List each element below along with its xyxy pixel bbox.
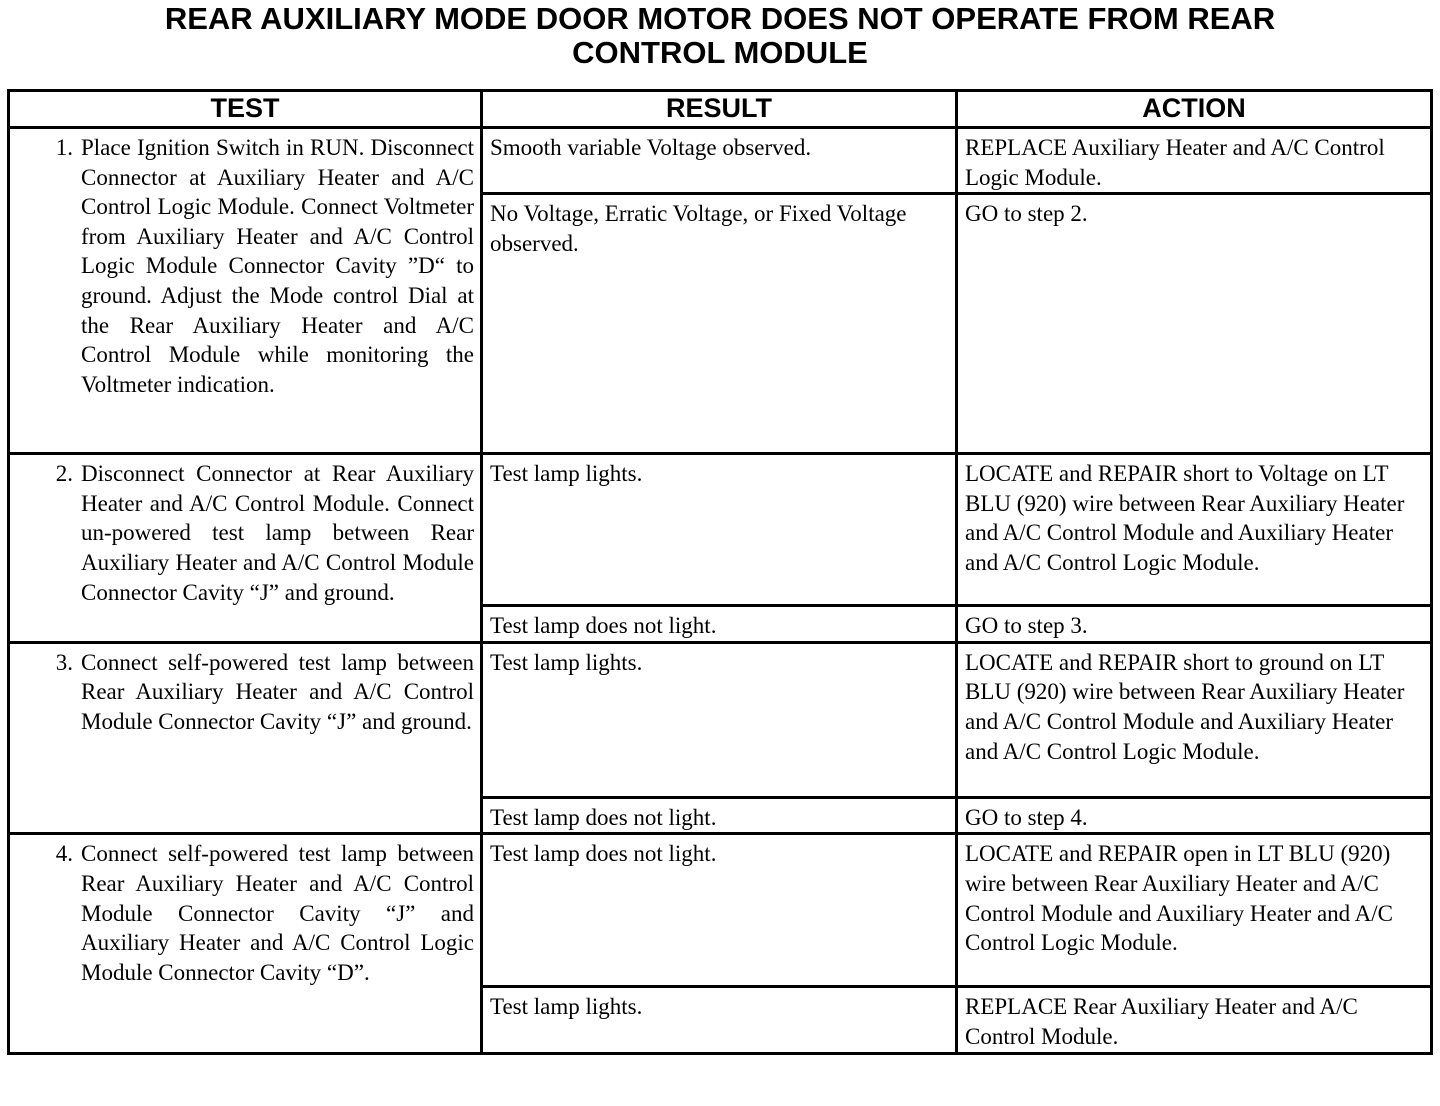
table-row — [9, 642, 1432, 797]
result-cell: No Voltage, Erratic Voltage, or Fixed Voltage observed. — [482, 194, 957, 454]
action-column-header: ACTION — [957, 91, 1432, 128]
step-number: 2. — [55, 461, 73, 487]
result-cell: Test lamp does not light. — [482, 797, 957, 834]
action-cell: LOCATE and REPAIR open in LT BLU (920) wire between Rear Auxiliary Heater and A/C Control Module and Auxiliary Heater and A/C Control Logic Module. — [957, 834, 1432, 987]
test-cell-step-3 — [9, 642, 482, 834]
test-cell-step-4 — [9, 834, 482, 1053]
result-cell: Test lamp lights. — [482, 987, 957, 1053]
diagnostic-table — [7, 89, 1433, 1055]
result-column-header: RESULT — [482, 91, 957, 128]
action-cell: GO to step 4. — [957, 797, 1432, 834]
step-number: 1. — [55, 135, 73, 160]
table-row — [9, 454, 1432, 606]
action-cell: GO to step 2. — [957, 194, 1432, 454]
step-number: 3. — [55, 649, 73, 675]
test-procedure-text: Place Ignition Switch in RUN. Disconnect Connector at Auxiliary Heater and A/C Control Logic Module. Connect Voltmeter from Auxiliary Heater and A/C Control Logic Module Connector Cavity ”D“ to ground. Adjust the Mode control Dial at the Rear Auxiliary Heater and A/C Control Module while monitoring the Voltmeter indication. — [81, 135, 474, 397]
action-cell: GO to step 3. — [957, 606, 1432, 643]
action-cell: LOCATE and REPAIR short to ground on LT BLU (920) wire between Rear Auxiliary Heater and A/C Control Module and Auxiliary Heater and A/C Control Logic Module. — [957, 642, 1432, 797]
result-cell: Smooth variable Voltage observed. — [482, 128, 957, 194]
result-cell: Test lamp lights. — [482, 642, 957, 797]
action-cell: REPLACE Auxiliary Heater and A/C Control Logic Module. — [957, 128, 1432, 194]
table-row — [9, 128, 1432, 194]
action-cell: LOCATE and REPAIR short to Voltage on LT BLU (920) wire between Rear Auxiliary Heater and A/C Control Module and Auxiliary Heater and A/C Control Logic Module. — [957, 454, 1432, 606]
test-procedure-text: Connect self-powered test lamp between Rear Auxiliary Heater and A/C Control Module Connector Cavity “J” and Auxiliary Heater and A/C Control Logic Module Connector Cavity “D”. — [81, 841, 474, 985]
test-column-header: TEST — [9, 91, 482, 128]
result-cell: Test lamp does not light. — [482, 834, 957, 987]
test-procedure-text: Connect self-powered test lamp between Rear Auxiliary Heater and A/C Control Module Connector Cavity “J” and ground. — [81, 649, 474, 734]
test-cell-step-1 — [9, 128, 482, 454]
result-cell: Test lamp does not light. — [482, 606, 957, 643]
page-title-line-1: REAR AUXILIARY MODE DOOR MOTOR DOES NOT OPERATE FROM REAR — [164, 1, 1276, 36]
step-number: 4. — [55, 841, 73, 867]
result-cell: Test lamp lights. — [482, 454, 957, 606]
page-title-line-2: CONTROL MODULE — [572, 35, 868, 70]
test-cell-step-2 — [9, 454, 482, 643]
test-procedure-text: Disconnect Connector at Rear Auxiliary Heater and A/C Control Module. Connect un-powered test lamp between Rear Auxiliary Heater and A/C Control Module Connector Cavity “J” and ground. — [81, 461, 474, 605]
table-row — [9, 834, 1432, 987]
header-row — [9, 91, 1432, 128]
action-cell: REPLACE Rear Auxiliary Heater and A/C Control Module. — [957, 987, 1432, 1053]
page-title — [0, 2, 1440, 70]
